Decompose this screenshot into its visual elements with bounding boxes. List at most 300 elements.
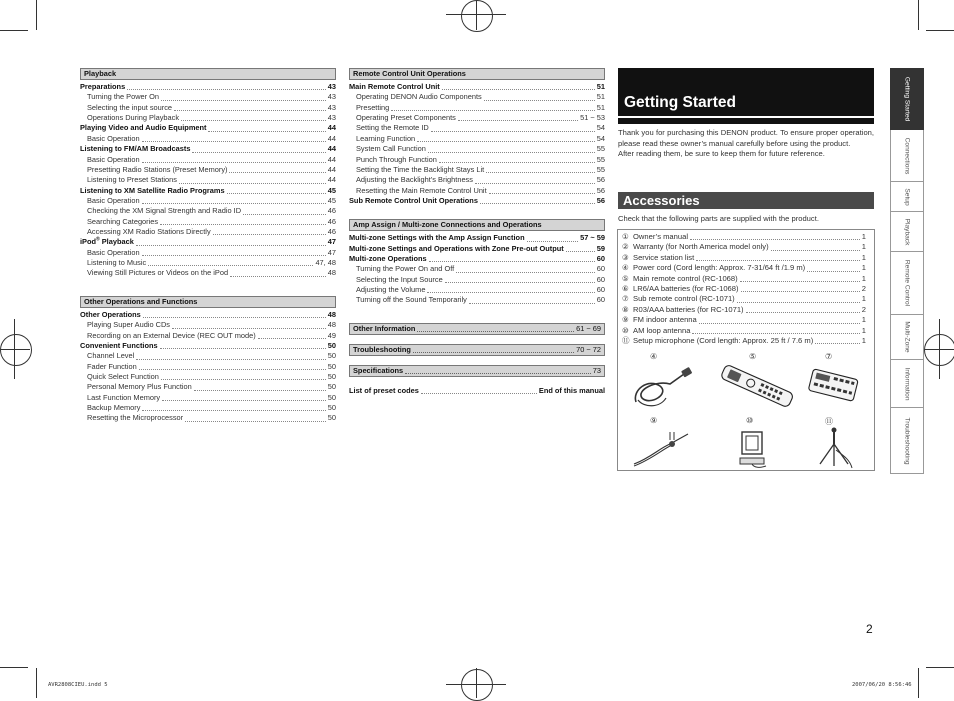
toc-entry — [349, 233, 605, 243]
toc-entry — [349, 82, 605, 92]
toc-subentry — [80, 155, 336, 165]
accessory-label: Owner’s manual — [633, 231, 689, 241]
toc-entry-page: 55 — [596, 154, 605, 164]
toc-entry-page: 51 — [596, 92, 605, 102]
toc-entry-page: 47 — [327, 247, 336, 257]
tab-label: Connections — [903, 137, 911, 174]
dot-leader — [142, 254, 326, 256]
toc-entry-page: 50 — [327, 382, 336, 392]
dot-leader — [741, 291, 860, 292]
toc-entry-page: 54 — [596, 133, 605, 143]
accessory-item — [622, 253, 866, 263]
dot-leader — [174, 109, 326, 111]
toc-subentry — [80, 134, 336, 144]
accessory-quantity: 2 — [861, 304, 866, 314]
tab-label: Multi-Zone — [903, 321, 911, 353]
accessory-label: Sub remote control (RC-1071) — [633, 294, 735, 304]
toc-entry-page: 44 — [327, 154, 336, 164]
toc-entry-page: 47 — [327, 237, 336, 247]
toc-subentry — [80, 413, 336, 423]
accessory-item — [622, 336, 866, 346]
accessory-item — [622, 294, 866, 304]
dot-leader — [456, 271, 595, 273]
dot-leader — [417, 140, 595, 142]
toc-entry-label: Backup Memory — [87, 403, 141, 413]
accessories-intro: Check that the following parts are supplied with the product. — [618, 214, 819, 223]
toc-column-1 — [80, 68, 336, 424]
toc-entry-page: 46 — [327, 227, 336, 237]
accessory-quantity: 1 — [861, 242, 866, 252]
toc-entry-label: iPod® Playback — [80, 236, 134, 247]
toc-subentry — [80, 258, 336, 268]
toc-entry-page: 43 — [327, 102, 336, 112]
toc-entry — [349, 386, 605, 396]
tab-getting-started[interactable] — [890, 68, 924, 130]
toc-entry-page: 48 — [327, 320, 336, 330]
page-number: 2 — [866, 622, 873, 636]
toc-subentry — [349, 295, 605, 305]
toc-subentry — [349, 103, 605, 113]
dot-leader — [486, 171, 595, 173]
toc-section — [349, 344, 605, 356]
dot-leader — [258, 337, 326, 339]
toc-entry-label: Operations During Playback — [87, 113, 180, 123]
dot-leader — [136, 358, 326, 360]
tab-troubleshooting[interactable] — [890, 408, 924, 474]
toc-entry-label: Playing Super Audio CDs — [87, 320, 170, 330]
toc-section-header: Troubleshooting 70 ~ 72 — [349, 344, 605, 356]
toc-subentry — [349, 264, 605, 274]
dot-leader — [127, 88, 326, 90]
accessories-box — [617, 229, 875, 471]
dot-leader — [208, 130, 325, 132]
toc-section — [349, 219, 605, 306]
toc-entry-label: Multi-zone Operations — [349, 254, 427, 264]
toc-section-header: Other Information 61 ~ 69 — [349, 323, 605, 335]
toc-entry-label: Adjusting the Volume — [356, 285, 426, 295]
toc-subentry — [349, 144, 605, 154]
toc-entries — [349, 82, 605, 206]
toc-subentry — [349, 113, 605, 123]
tab-information[interactable] — [890, 360, 924, 408]
accessories-header — [618, 192, 874, 209]
toc-entry — [80, 123, 336, 133]
toc-entry-page: 60 — [596, 295, 605, 305]
accessory-label: AM loop antenna — [633, 325, 691, 335]
toc-entry-label: Setting the Time the Backlight Stays Lit — [356, 164, 485, 174]
toc-section-header: Other Operations and Functions — [80, 296, 336, 308]
toc-entry-page: 56 — [596, 185, 605, 195]
toc-entry-page: 48 — [327, 268, 336, 278]
toc-entry-page: 50 — [327, 392, 336, 402]
toc-entry-label: Searching Categories — [87, 216, 159, 226]
toc-section-header: Specifications 73 — [349, 365, 605, 377]
toc-subentry — [80, 165, 336, 175]
accessory-number: ⑦ — [622, 294, 629, 304]
accessory-item — [622, 274, 866, 284]
toc-section — [349, 365, 605, 377]
accessory-quantity: 1 — [861, 252, 866, 262]
toc-entry-page: 50 — [327, 351, 336, 361]
toc-entry-page: 43 — [327, 81, 336, 91]
toc-entries — [80, 310, 336, 424]
dot-leader — [192, 151, 325, 153]
toc-entry — [80, 310, 336, 320]
toc-entry-label: Preparations — [80, 81, 126, 91]
accessory-number: ③ — [622, 252, 629, 262]
accessory-label: Setup microphone (Cord length: Approx. 25 ft / 7.6 m) — [633, 335, 814, 345]
toc-entry-page: 46 — [327, 216, 336, 226]
dot-leader — [771, 250, 860, 251]
toc-subentry — [80, 403, 336, 413]
fm-antenna-illustration — [630, 428, 694, 468]
toc-entry-page: 51 — [596, 81, 605, 91]
toc-entry-label: Presetting — [356, 102, 390, 112]
toc-entry-label: Last Function Memory — [87, 392, 161, 402]
dot-leader — [431, 130, 595, 132]
toc-section — [349, 68, 605, 206]
accessory-quantity: 2 — [861, 283, 866, 293]
toc-entry-label: Listening to Preset Stations — [87, 175, 177, 185]
dot-leader — [213, 233, 326, 235]
toc-entry-label: Turning the Power On and Off — [356, 264, 455, 274]
dot-leader — [489, 192, 595, 194]
toc-entry-label: Playing Video and Audio Equipment — [80, 123, 207, 133]
dot-leader — [227, 192, 326, 194]
section-tabs — [890, 68, 924, 474]
dot-leader — [139, 368, 326, 370]
toc-entry-label: Selecting the Input Source — [356, 274, 443, 284]
toc-subentry — [80, 351, 336, 361]
dot-leader — [148, 264, 313, 266]
accessory-label: LR6/AA batteries (for RC-1068) — [633, 283, 739, 293]
toc-entry-label: Recording on an External Device (REC OUT mode) — [87, 330, 256, 340]
sub-remote-illustration — [806, 364, 860, 408]
toc-entry — [80, 341, 336, 351]
toc-subentry — [80, 393, 336, 403]
toc-entry-label: Resetting the Main Remote Control Unit — [356, 185, 487, 195]
toc-entry-page: 49 — [327, 330, 336, 340]
toc-entry-page: End of this manual — [538, 385, 605, 395]
toc-subentry — [80, 248, 336, 258]
getting-started-title: Getting Started — [624, 94, 736, 111]
dot-leader — [160, 347, 326, 349]
accessory-quantity: 1 — [861, 231, 866, 241]
toc-entry-label: Quick Select Function — [87, 371, 159, 381]
accessory-label: Service station list — [633, 252, 695, 262]
toc-entry-label: System Call Function — [356, 144, 426, 154]
toc-entry-label: Personal Memory Plus Function — [87, 382, 192, 392]
toc-entry-page: 48 — [327, 309, 336, 319]
toc-entry-page: 47, 48 — [315, 258, 336, 268]
toc-subentry — [80, 331, 336, 341]
toc-entry-page: 46 — [327, 206, 336, 216]
dot-leader — [142, 161, 326, 163]
toc-subentry — [349, 186, 605, 196]
dot-leader — [143, 316, 326, 318]
accessory-number: ⑤ — [622, 273, 629, 283]
toc-entry-page: 59 — [596, 243, 605, 253]
dot-leader — [230, 275, 326, 277]
accessory-number: ⑥ — [622, 283, 629, 293]
toc-entry-page: 45 — [327, 195, 336, 205]
dot-leader — [421, 392, 537, 394]
dot-leader — [696, 260, 860, 261]
toc-entry-label: Basic Operation — [87, 154, 140, 164]
dot-leader — [527, 240, 579, 242]
toc-entry-label: List of preset codes — [349, 385, 419, 395]
tab-label: Information — [903, 367, 911, 400]
toc-subentry — [349, 175, 605, 185]
toc-entry-label: Selecting the input source — [87, 102, 173, 112]
toc-entry-page: 50 — [327, 403, 336, 413]
power-cord-illustration — [630, 364, 694, 412]
toc-sections — [80, 68, 336, 424]
toc-entry-label: Resetting the Microprocessor — [87, 413, 184, 423]
accessory-number: ⑨ — [622, 315, 629, 325]
pic-label-11: ⑪ — [825, 417, 833, 426]
toc-subentry — [349, 275, 605, 285]
toc-entry — [80, 237, 336, 247]
dot-leader — [142, 409, 325, 411]
accessory-quantity: 1 — [861, 335, 866, 345]
dot-leader — [690, 239, 860, 240]
toc-entry-label: Accessing XM Radio Stations Directly — [87, 227, 211, 237]
tab-multi-zone[interactable] — [890, 315, 924, 360]
toc-entry-page: 43 — [327, 92, 336, 102]
toc-entry-page: 50 — [327, 361, 336, 371]
toc-entry-page: 56 — [596, 195, 605, 205]
accessory-number: ① — [622, 231, 629, 241]
main-remote-illustration — [714, 362, 798, 410]
toc-entries — [349, 233, 605, 306]
accessory-label: Power cord (Cord length: Approx. 7-31/64 ft /1.9 m) — [633, 263, 806, 273]
toc-section — [80, 68, 336, 279]
pic-label-10: ⑩ — [746, 416, 754, 425]
dot-leader — [815, 343, 860, 344]
toc-entry-label: Channel Level — [87, 351, 135, 361]
accessory-item — [622, 232, 866, 242]
dot-leader — [475, 182, 595, 184]
accessory-quantity: 1 — [861, 325, 866, 335]
pic-label-4: ④ — [650, 352, 658, 361]
footer-timestamp: 2007/06/20 8:56:46 — [852, 682, 912, 688]
accessory-quantity: 1 — [861, 273, 866, 283]
toc-entry-page: 44 — [327, 123, 336, 133]
toc-subentry — [80, 362, 336, 372]
tab-label: Getting Started — [903, 76, 911, 122]
dot-leader — [429, 260, 595, 262]
toc-entry-page: 44 — [327, 144, 336, 154]
toc-entry-label: Listening to FM/AM Broadcasts — [80, 144, 191, 154]
accessory-label: Main remote control (RC-1068) — [633, 273, 738, 283]
toc-entry-label: Operating DENON Audio Components — [356, 92, 482, 102]
dot-leader — [807, 271, 860, 272]
pic-label-9: ⑨ — [650, 416, 658, 425]
toc-subentry — [80, 92, 336, 102]
dot-leader — [391, 109, 594, 111]
accessory-item — [622, 315, 866, 325]
toc-entry-page: 57 ~ 59 — [580, 233, 605, 243]
accessory-label: R03/AAA batteries (for RC-1071) — [633, 304, 744, 314]
toc-entry-label: Basic Operation — [87, 133, 140, 143]
intro-paragraph: Thank you for purchasing this DENON product. To ensure proper operation, please read these owner’s manual carefully before using the product. — [618, 128, 874, 148]
dot-leader — [439, 161, 595, 163]
accessory-quantity: 1 — [861, 263, 866, 273]
toc-entry-label: Listening to Music — [87, 258, 147, 268]
toc-entry-page: 60 — [596, 254, 605, 264]
dot-leader — [740, 281, 860, 282]
toc-entry — [349, 196, 605, 206]
accessory-item — [622, 305, 866, 315]
tab-label: Setup — [903, 187, 911, 206]
dot-leader — [172, 327, 326, 329]
footer-file-info: AVR2808CIEU.indd 5 — [48, 682, 108, 688]
toc-subentry — [80, 103, 336, 113]
dot-leader — [692, 333, 859, 334]
dot-leader — [185, 420, 326, 422]
dot-leader — [442, 88, 595, 90]
dot-leader — [161, 99, 326, 101]
toc-subentry — [349, 123, 605, 133]
toc-entry-page: 44 — [327, 133, 336, 143]
accessory-number: ⑧ — [622, 304, 629, 314]
accessory-number: ⑪ — [622, 335, 630, 345]
toc-subentry — [349, 285, 605, 295]
dot-leader — [699, 323, 860, 324]
dot-leader — [181, 119, 326, 121]
intro-paragraph-2: After reading them, be sure to keep them for future reference. — [618, 149, 825, 158]
toc-entry-label: Viewing Still Pictures or Videos on the iPod — [87, 268, 229, 278]
toc-entry-label: Turning the Power On — [87, 92, 160, 102]
toc-entry — [80, 144, 336, 154]
toc-entry-page: 60 — [596, 274, 605, 284]
toc-entry-label: Multi-zone Settings with the Amp Assign Function — [349, 233, 525, 243]
tab-label: Remote Control — [903, 259, 911, 307]
dot-leader — [480, 202, 595, 204]
accessory-number: ⑩ — [622, 325, 629, 335]
toc-entry-page: 56 — [596, 175, 605, 185]
dot-leader — [179, 182, 326, 184]
dot-leader — [428, 151, 595, 153]
toc-entry-label: Basic Operation — [87, 195, 140, 205]
toc-entry-label: Sub Remote Control Unit Operations — [349, 195, 478, 205]
accessory-item — [622, 284, 866, 294]
toc-entry — [349, 244, 605, 254]
am-loop-antenna-illustration — [736, 428, 770, 470]
toc-entry-page: 60 — [596, 264, 605, 274]
toc-entry — [80, 186, 336, 196]
toc-entry-label: Turning off the Sound Temporarily — [356, 295, 467, 305]
dot-leader — [142, 202, 326, 204]
toc-section-header: Amp Assign / Multi-zone Connections and Operations — [349, 219, 605, 231]
toc-entry-page: 50 — [327, 340, 336, 350]
title-rule — [618, 118, 874, 124]
tab-setup[interactable] — [890, 182, 924, 212]
dot-leader — [142, 140, 326, 142]
toc-entry-label: Basic Operation — [87, 247, 140, 257]
accessory-number: ② — [622, 242, 629, 252]
pic-label-5: ⑤ — [749, 352, 757, 361]
toc-column-2 — [349, 68, 605, 396]
accessory-item — [622, 263, 866, 273]
toc-section — [349, 323, 605, 335]
pic-label-7: ⑦ — [825, 352, 833, 361]
toc-section — [349, 386, 605, 396]
toc-entry-label: Presetting Radio Stations (Preset Memory) — [87, 164, 228, 174]
toc-entry-page: 51 — [596, 102, 605, 112]
dot-leader — [566, 250, 595, 252]
intro-text — [618, 128, 874, 160]
toc-subentry — [349, 165, 605, 175]
toc-entry-label: Convenient Functions — [80, 340, 158, 350]
toc-entry-page: 55 — [596, 164, 605, 174]
toc-subentry — [80, 175, 336, 185]
toc-subentry — [80, 372, 336, 382]
toc-entry — [80, 82, 336, 92]
dot-leader — [229, 171, 325, 173]
dot-leader — [458, 119, 578, 121]
toc-section — [80, 296, 336, 424]
toc-entry-page: 45 — [327, 185, 336, 195]
toc-subentry — [80, 227, 336, 237]
toc-subentry — [80, 113, 336, 123]
setup-microphone-illustration — [814, 426, 854, 470]
toc-entries — [80, 82, 336, 279]
toc-entry-page: 50 — [327, 413, 336, 423]
tab-label: Troubleshooting — [903, 416, 911, 465]
tab-playback[interactable] — [890, 212, 924, 252]
toc-entry-label: Checking the XM Signal Strength and Radio ID — [87, 206, 242, 216]
accessories-list — [622, 232, 866, 346]
tab-label: Playback — [903, 218, 911, 245]
tab-remote-control[interactable] — [890, 252, 924, 315]
toc-subentry — [349, 134, 605, 144]
toc-section-header: Playback — [80, 68, 336, 80]
dot-leader — [160, 223, 326, 225]
toc-entry-label: Punch Through Function — [356, 154, 437, 164]
accessories-title: Accessories — [623, 193, 700, 208]
toc-sections — [349, 68, 605, 396]
dot-leader — [136, 244, 326, 246]
toc-entry-label: Learning Function — [356, 133, 416, 143]
toc-subentry — [80, 268, 336, 278]
accessory-label: FM indoor antenna — [633, 315, 697, 325]
accessory-quantity: 1 — [861, 315, 866, 325]
toc-entry-label: Other Operations — [80, 309, 141, 319]
dot-leader — [161, 378, 326, 380]
tab-connections[interactable] — [890, 130, 924, 182]
dot-leader — [427, 291, 594, 293]
toc-subentry — [80, 320, 336, 330]
toc-subentry — [349, 155, 605, 165]
toc-subentry — [80, 382, 336, 392]
toc-entry-page: 51 ~ 53 — [580, 113, 605, 123]
toc-entry-page: 44 — [327, 175, 336, 185]
toc-subentry — [349, 92, 605, 102]
accessory-number: ④ — [622, 263, 629, 273]
dot-leader — [484, 99, 595, 101]
toc-entry-page: 55 — [596, 144, 605, 154]
toc-entry-label: Main Remote Control Unit — [349, 81, 440, 91]
toc-entry-page: 44 — [327, 164, 336, 174]
toc-entry — [349, 254, 605, 264]
dot-leader — [469, 302, 595, 304]
toc-entry-page: 60 — [596, 285, 605, 295]
dot-leader — [194, 389, 326, 391]
toc-entry-label: Listening to XM Satellite Radio Programs — [80, 185, 225, 195]
accessory-label: Warranty (for North America model only) — [633, 242, 769, 252]
